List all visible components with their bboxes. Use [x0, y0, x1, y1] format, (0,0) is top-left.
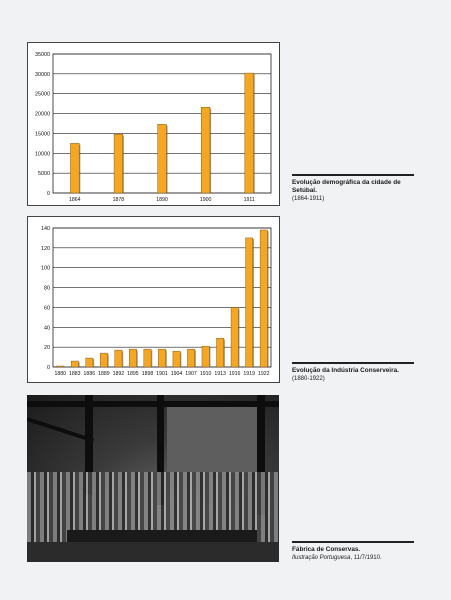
x-tick-label: 1890	[156, 197, 168, 203]
x-tick-label: 1913	[214, 371, 226, 377]
caption-rule	[292, 541, 414, 543]
bar	[158, 349, 165, 367]
x-tick-label: 1907	[185, 371, 197, 377]
x-tick-label: 1911	[243, 197, 255, 203]
y-tick-label: 5000	[38, 171, 50, 178]
factory-photo	[27, 395, 279, 562]
y-tick-label: 100	[41, 265, 50, 272]
bar	[115, 350, 122, 367]
y-tick-label: 40	[44, 325, 50, 332]
caption-subtitle: (1864-1911)	[292, 196, 325, 202]
population-chart-caption	[292, 174, 414, 203]
bar	[217, 338, 224, 367]
y-tick-label: 15000	[35, 131, 50, 138]
x-tick-label: 1895	[127, 371, 139, 377]
caption-subtitle: (1880-1922)	[292, 376, 325, 382]
caption-title: Evolução da Indústria Conserveira.	[292, 367, 399, 374]
x-tick-label: 1901	[156, 371, 168, 377]
caption-subtitle	[292, 554, 414, 562]
x-tick-label: 1904	[170, 371, 183, 377]
caption-title: Evolução demográfica da cidade de Setúbal.	[292, 179, 401, 194]
y-tick-label: 140	[41, 226, 50, 232]
bar	[86, 358, 93, 367]
photo-caption	[292, 541, 414, 562]
x-tick-label: 1892	[112, 371, 125, 377]
y-tick-label: 20	[44, 345, 50, 352]
bar	[202, 346, 209, 367]
bar	[173, 351, 180, 367]
bar	[246, 238, 253, 367]
bar	[129, 349, 136, 367]
bar	[260, 230, 267, 367]
x-tick-label: 1889	[98, 371, 110, 377]
industry-chart	[27, 216, 280, 383]
caption-rule	[292, 362, 414, 364]
y-tick-label: 0	[47, 191, 50, 197]
x-tick-label: 1886	[83, 371, 96, 377]
x-tick-label: 1910	[199, 371, 212, 377]
bar	[201, 107, 210, 193]
y-tick-label: 30000	[35, 71, 50, 78]
x-tick-label: 1919	[243, 371, 255, 377]
x-tick-label: 1898	[141, 371, 154, 377]
industry-chart-svg	[28, 217, 279, 382]
caption-source: Ilustração Portuguesa	[292, 555, 351, 561]
bar	[144, 349, 151, 367]
population-chart-svg	[28, 43, 279, 205]
population-chart	[27, 42, 280, 206]
caption-rule	[292, 174, 414, 176]
caption-title: Fábrica de Conservas.	[292, 546, 361, 553]
bar	[100, 353, 107, 367]
bar	[187, 349, 194, 367]
x-tick-label: 1922	[257, 371, 270, 377]
bar	[70, 143, 79, 193]
y-tick-label: 120	[41, 245, 50, 252]
x-tick-label: 1880	[54, 371, 67, 377]
y-tick-label: 80	[44, 285, 50, 292]
y-tick-label: 35000	[35, 52, 50, 58]
bar	[71, 361, 78, 367]
y-tick-label: 25000	[35, 91, 50, 98]
y-tick-label: 10000	[35, 151, 50, 158]
caption-date: , 11/7/1910.	[350, 555, 382, 561]
x-tick-label: 1916	[228, 371, 241, 377]
y-tick-label: 0	[47, 365, 50, 371]
y-tick-label: 20000	[35, 111, 50, 118]
y-tick-label: 60	[44, 305, 50, 312]
x-tick-label: 1878	[112, 197, 125, 203]
x-tick-label: 1883	[69, 371, 81, 377]
x-tick-label: 1864	[69, 197, 81, 203]
bar	[114, 134, 123, 193]
industry-chart-caption	[292, 362, 414, 383]
bar	[231, 307, 238, 367]
bar	[245, 73, 254, 193]
x-tick-label: 1900	[199, 197, 212, 203]
bar	[158, 124, 167, 193]
bar	[57, 366, 64, 367]
